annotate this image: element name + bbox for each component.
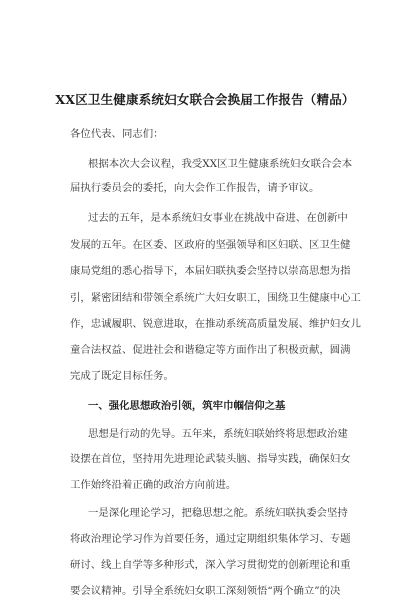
salutation: 各位代表、同志们：: [70, 128, 164, 140]
paragraph-line: 童合法权益、促进社会和谐稳定等方面作出了积极贡献，圆满: [70, 344, 351, 356]
paragraph-line: 要会议精神。引导全系统妇女职工深刻领悟“两个确立”的决: [70, 585, 341, 597]
paragraph-line: 将政治理论学习作为首要任务，通过定期组织集体学习、专题: [70, 533, 351, 545]
paragraph-line: 康局党组的悉心指导下，本届妇联执委会坚持以崇高思想为指: [70, 265, 351, 277]
paragraph-line: 过去的五年，是本系统妇女事业在挑战中奋进、在创新中: [88, 212, 348, 224]
paragraph-line: 届执行委员会的委托，向大会作工作报告，请予审议。: [70, 182, 320, 194]
paragraph-line: 引，紧密团结和带领全系统广大妇女职工，围绕卫生健康中心工: [70, 292, 361, 304]
paragraph-line: 根据本次大会议程，我受XX区卫生健康系统妇女联合会本: [88, 158, 353, 170]
section-heading: 一、强化思想政治引领，筑牢巾帼信仰之基: [88, 400, 286, 412]
document-title: XX区卫生健康系统妇女联合会换届工作报告（精品）: [55, 92, 355, 107]
paragraph-line: 研讨、线上自学等多种形式，深入学习贯彻党的创新理论和重: [70, 559, 351, 571]
paragraph-line: 设摆在首位，坚持用先进理论武装头脑、指导实践，确保妇女: [70, 453, 351, 465]
paragraph-line: 思想是行动的先导。五年来，系统妇联始终将思想政治建: [88, 428, 348, 440]
paragraph-line: 作，忠诚履职、锐意进取，在推动系统高质量发展、维护妇女儿: [70, 318, 361, 330]
paragraph-line: 一是深化理论学习，把稳思想之舵。系统妇联执委会坚持: [88, 507, 348, 519]
paragraph-line: 工作始终沿着正确的政治方向前进。: [70, 479, 237, 491]
paragraph-line: 发展的五年。在区委、区政府的坚强领导和区妇联、区卫生健: [70, 239, 351, 251]
paragraph-line: 完成了既定目标任务。: [70, 370, 174, 382]
